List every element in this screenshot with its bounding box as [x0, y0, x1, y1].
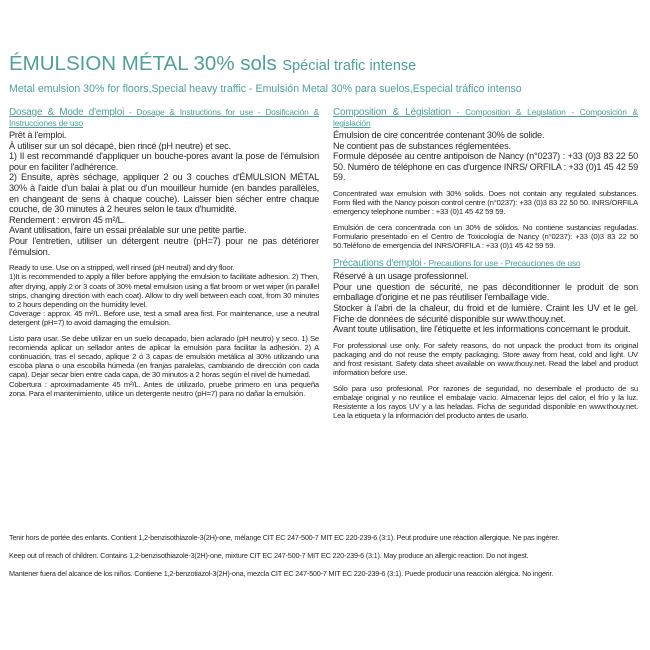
dosage-es-line: Listo para usar. Se debe utilizar en un suelo decapado, bien aclarado (pH neutro) y seco. 1) Se recomienda aplicar un sellador antes de aplicar la emulsión para facilitar la adhesión. 2) A continuación, tras el secado, aplique 2 ó 3 capas de emulsión metálica al 30% utilizando una escoba plana o una escobilla húmeda (en franjas paralelas, cambiando de dirección con cada capa). Dejar secar bien entre cada capa, de 30 minutos a 2 horas según el nivel de humedad.: [9, 333, 319, 380]
precautions-fr-line: Avant toute utilisation, lire l'étiquette et les informations concernant le produit.: [333, 324, 631, 335]
dosage-en-line: Coverage : approx. 45 m²/L. Before use, test a small area first. For maintenance, use a neutral detergent (pH=7) to avoid damaging the emulsion.: [9, 309, 319, 328]
precautions-fr-line: Stocker à l'abri de la chaleur, du froid et de lumière. Craint les UV et le gel. Fiche de données de sécurité disponible sur www.thouy.net.: [333, 302, 638, 324]
precautions-es-text: Sólo para uso profesional. Por razones de seguridad, no desembale el producto de su embalaje original y no reutilice el embalaje vacío. Almacenar lejos del calor, el frío y la luz. Resistente a los rayos UV y a las heladas. Ficha de seguridad disponible en www.thouy.net. Lea la etiqueta y la información del producto antes de usarlo.: [333, 383, 638, 421]
composition-heading: [333, 107, 638, 128]
composition-fr-line: Émulsion de cire concentrée contenant 30% de solide.: [333, 130, 545, 140]
precautions-en-text: For professional use only. For safety reasons, do not unpack the product from its original packaging and do not reuse the empty packaging. Store away from heat, cold and light. UV and frost resistant. Safety data sheet available on www.thouy.net. Read the label and product information before use.: [333, 340, 638, 378]
composition-fr-line: Ne contient pas de substances réglementées.: [333, 140, 511, 151]
precautions-heading-rest: - Precautions for use - Precauciones de uso: [421, 258, 581, 269]
composition-es-text: Emulsión de cera concentrada con un 30% de sólidos. No contiene sustancias reguladas. Formulario presentado en el Centro de Toxicología de Nancy (n°0237): +33 (0)3 83 22 50 50.Teléfono de emergencia del INRS/ORFILA : +33 (0)1 45 42 59 59.: [333, 222, 638, 250]
composition-heading-rest: - Composition & Legislation - Composición & legislación: [333, 107, 638, 128]
dosage-en-line: 1)It is recommended to apply a filler before applying the emulsion to facilitate adhesion. 2) Then, after drying, apply 2 or 3 coats of 30% metal emulsion using a flat broom or wet wiper (in parallel strips, changing direction with each coat). Allow to dry well between each coat, from 30 minutes to 2 hours depending on the humidity level.: [9, 272, 319, 309]
precautions-fr-line: Réservé à un usage professionnel.: [333, 271, 469, 282]
dosage-column: [9, 107, 319, 398]
composition-heading-fr: Composition & Législation: [333, 107, 451, 118]
composition-column: [333, 107, 638, 420]
dosage-heading-rest: - Dosage & Instructions for use - Dosificación & Instrucciones de uso: [9, 107, 319, 128]
precautions-fr-line: Pour une question de sécurité, ne pas déconditionner le produit de son emballage d'origine et ne pas réutiliser l'emballage vide.: [333, 281, 638, 303]
product-subtitle: Metal emulsion 30% for floors,Special heavy traffic - Emulsión Metal 30% para suelos,Especial tráfico intenso: [9, 83, 522, 95]
title-main: ÉMULSION MÉTAL 30% sols: [9, 52, 277, 75]
dosage-heading-fr: Dosage & Mode d'emploi: [9, 107, 125, 118]
dosage-fr-line: Prêt à l'emploi.: [9, 130, 67, 140]
composition-fr-line: Formule déposée au centre antipoison de Nancy (n°0237) : +33 (0)3 83 22 50 50. Numéro de téléphone en cas d'urgence INRS/ ORFILA : +33 (0)1 45 42 59 59.: [333, 151, 638, 183]
dosage-heading: [9, 107, 319, 128]
dosage-en-line: Ready to use. Use on a stripped, well rinsed (pH neutral) and dry floor.: [9, 263, 235, 273]
dosage-fr-line: Rendement : environ 45 m²/L.: [9, 214, 125, 225]
composition-en-text: Concentrated wax emulsion with 30% solids. Does not contain any regulated substances. Form filed with the Nancy poison control centre (n°0237): +33 (0)3 83 22 50 50. INRS/ORFILA emergency telephone number : +33 (0)1 45 42 59 59.: [333, 188, 638, 217]
dosage-fr-line: Pour l'entretien, utiliser un détergent neutre (pH=7) pour ne pas détériorer l'émulsion.: [9, 235, 319, 257]
dosage-fr-line: Avant utilisation, faire un essai préalable sur une petite partie.: [9, 225, 247, 236]
footer-line-es: Mantener fuera del alcance de los niños. Contiene 1,2-benzotiazol-3(2H)-ona, mezcla CIT EC 247-500-7 MIT EC 220-239-6 (3:1). Puede producir una reacción alérgica. No ingerir.: [9, 569, 554, 578]
footer-line-fr: Tenir hors de portée des enfants. Contient 1,2-benzisothiazole-3(2H)-one, mélange CIT EC 247-500-7 MIT EC 220-239-6 (3:1). Peut produire une réaction allergique. Ne pas ingérer.: [9, 533, 560, 542]
dosage-fr-line: 2) Ensuite, après séchage, appliquer 2 ou 3 couches d'ÉMULSION MÉTAL 30% à l'aide d'un balai à plat ou d'un mouilleur humide (en bandes parallèles, en changeant de sens à chaque couche). Laisser bien sécher entre chaque couche, de 30 minutes à 2 heures selon le taux d'humidité.: [9, 172, 319, 215]
footer-line-en: Keep out of reach of children. Contains 1,2-benzisothiazole-3(2H)-one, mixture CIT EC 247-500-7 MIT EC 220-239-6 (3:1). May produce an allergic reaction. Do not ingest.: [9, 551, 529, 560]
title-suffix: Spécial trafic intense: [282, 58, 417, 74]
safety-footer: [9, 533, 649, 587]
dosage-fr-line: 1) Il est recommandé d'appliquer un bouche-pores avant la pose de l'émulsion pour en faciliter l'adhérence.: [9, 151, 319, 172]
dosage-fr-line: À utiliser sur un sol décapé, bien rincé (pH neutre) et sec.: [9, 140, 231, 151]
dosage-es-line: Cobertura : aproximadamente 45 m²/L. Antes de utilizarlo, pruebe primero en una pequeña zona. Para el mantenimiento, utilice un detergente neutro (pH=7) para no dañar la emulsión.: [9, 379, 319, 398]
precautions-heading: [333, 258, 638, 269]
precautions-heading-fr: Précautions d'emploi: [333, 258, 422, 270]
product-title: [9, 52, 416, 76]
